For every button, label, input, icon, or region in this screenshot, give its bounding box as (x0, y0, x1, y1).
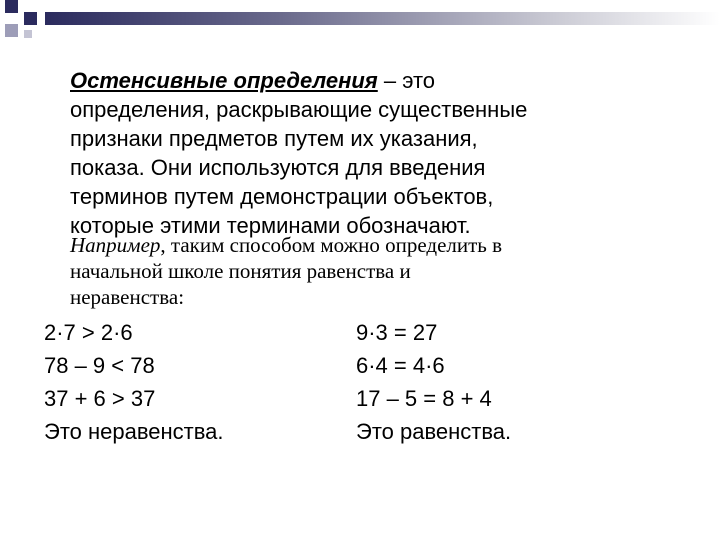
inequality-expression: 78 – 9 < 78 (44, 353, 155, 378)
example-line: , таким способом можно определить в (160, 233, 503, 257)
example-word: Например (70, 233, 161, 257)
definition-line: которые этими терминами обозначают. (70, 213, 471, 238)
expression-row (44, 316, 656, 349)
equality-expression: 9·3 = 27 (356, 320, 438, 345)
definition-term: Остенсивные определения (70, 68, 378, 93)
example-line: начальной школе понятия равенства и (70, 259, 411, 283)
decor-square (24, 12, 37, 25)
example-line: неравенства: (70, 285, 185, 309)
definition-line: определения, раскрывающие существенные (70, 97, 528, 122)
definition-line: – это (377, 68, 436, 93)
definition-line: признаки предметов путем их указания, (70, 126, 478, 151)
example-paragraph (70, 232, 690, 310)
decor-gradient-bar (45, 12, 720, 25)
inequality-expression: 2·7 > 2·6 (44, 320, 133, 345)
definition-line: показа. Они используются для введения (70, 155, 486, 180)
equality-expression: 6·4 = 4·6 (356, 353, 445, 378)
expressions-grid (44, 316, 656, 448)
conclusion-equalities: Это равенства. (356, 419, 512, 444)
definition-paragraph (70, 66, 700, 240)
decor-square (5, 24, 18, 37)
definition-line: терминов путем демонстрации объектов, (70, 184, 494, 209)
decor-square (24, 30, 32, 38)
inequality-expression: 37 + 6 > 37 (44, 386, 156, 411)
decor-square (5, 0, 18, 13)
expression-row (44, 382, 656, 415)
expression-row (44, 349, 656, 382)
conclusion-inequalities: Это неравенства. (44, 419, 224, 444)
conclusion-row (44, 415, 656, 448)
equality-expression: 17 – 5 = 8 + 4 (356, 386, 492, 411)
